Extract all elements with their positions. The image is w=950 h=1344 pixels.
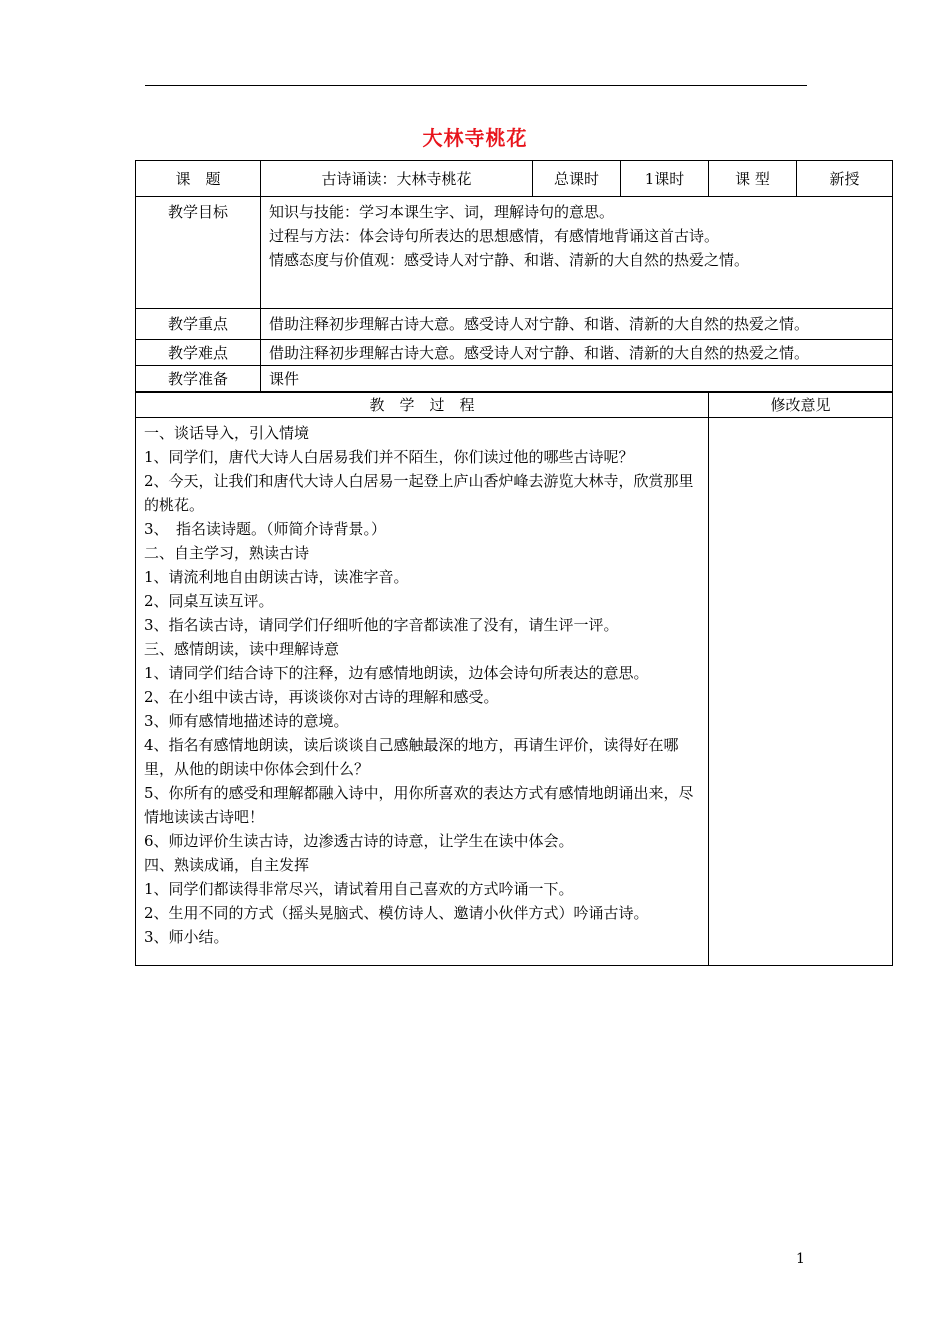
revision-header: 修改意见 <box>709 393 893 418</box>
revision-notes-cell <box>709 418 893 966</box>
subject-label: 课 题 <box>136 161 261 197</box>
process-step: 2、今天，让我们和唐代大诗人白居易一起登上庐山香炉峰去游览大林寺，欣赏那里的桃花。 <box>144 472 694 514</box>
objective-line: 过程与方法：体会诗句所表达的思想感情，有感情地背诵这首古诗。 <box>269 227 720 245</box>
lesson-info-table <box>135 160 893 392</box>
teaching-process-table <box>135 392 893 966</box>
process-content <box>136 418 709 966</box>
lesson-type-label: 课 型 <box>709 161 797 197</box>
process-step: 2、在小组中读古诗，再谈谈你对古诗的理解和感受。 <box>144 688 499 706</box>
preparation-label: 教学准备 <box>136 366 261 392</box>
process-step: 3、师小结。 <box>144 928 229 946</box>
document-title: 大林寺桃花 <box>422 126 528 150</box>
process-step: 2、同桌互读互评。 <box>144 592 274 610</box>
process-step: 1、同学们，唐代大诗人白居易我们并不陌生，你们读过他的哪些古诗呢？ <box>144 448 634 466</box>
objective-line: 情感态度与价值观：感受诗人对宁静、和谐、清新的大自然的热爱之情。 <box>269 251 750 269</box>
process-step: 2、生用不同的方式（摇头晃脑式、模仿诗人、邀请小伙伴方式）吟诵古诗。 <box>144 904 649 922</box>
process-step: 4、指名有感情地朗读，读后谈谈自己感触最深的地方，再请生评价，读得好在哪里，从他的朗读中你体会到什么？ <box>144 736 679 778</box>
process-step: 5、你所有的感受和理解都融入诗中，用你所喜欢的表达方式有感情地朗诵出来，尽情地读读古诗吧！ <box>144 784 694 826</box>
process-step: 1、请同学们结合诗下的注释，边有感情地朗读，边体会诗句所表达的意思。 <box>144 664 649 682</box>
preparation-content: 课件 <box>261 366 893 392</box>
key-points-label: 教学重点 <box>136 309 261 340</box>
process-section-heading: 四、熟读成诵，自主发挥 <box>144 856 310 874</box>
process-step: 1、请流利地自由朗读古诗，读准字音。 <box>144 568 409 586</box>
process-step: 6、师边评价生读古诗，边渗透古诗的诗意，让学生在读中体会。 <box>144 832 574 850</box>
process-section-heading: 一、谈话导入，引入情境 <box>144 424 310 442</box>
total-hours-label: 总课时 <box>533 161 621 197</box>
difficulties-content: 借助注释初步理解古诗大意。感受诗人对宁静、和谐、清新的大自然的热爱之情。 <box>261 340 893 366</box>
subject-value: 古诗诵读：大林寺桃花 <box>261 161 533 197</box>
process-step: 1、同学们都读得非常尽兴，请试着用自己喜欢的方式吟诵一下。 <box>144 880 574 898</box>
key-points-content: 借助注释初步理解古诗大意。感受诗人对宁静、和谐、清新的大自然的热爱之情。 <box>261 309 893 340</box>
process-section-heading: 三、感情朗读，读中理解诗意 <box>144 640 340 658</box>
difficulties-label: 教学难点 <box>136 340 261 366</box>
objectives-label: 教学目标 <box>136 197 261 309</box>
objective-line: 知识与技能：学习本课生字、词，理解诗句的意思。 <box>269 203 615 221</box>
header-rule <box>145 85 807 86</box>
objectives-content <box>261 197 893 309</box>
page-number: 1 <box>796 1251 805 1267</box>
process-step: 3、指名读古诗，请同学们仔细听他的字音都读准了没有，请生评一评。 <box>144 616 619 634</box>
process-step: 3、 指名读诗题。（师简介诗背景。） <box>144 520 387 538</box>
lesson-type-value: 新授 <box>797 161 893 197</box>
total-hours-value: 1课时 <box>621 161 709 197</box>
process-section-heading: 二、自主学习，熟读古诗 <box>144 544 310 562</box>
process-step: 3、师有感情地描述诗的意境。 <box>144 712 349 730</box>
process-header: 教 学 过 程 <box>136 393 709 418</box>
